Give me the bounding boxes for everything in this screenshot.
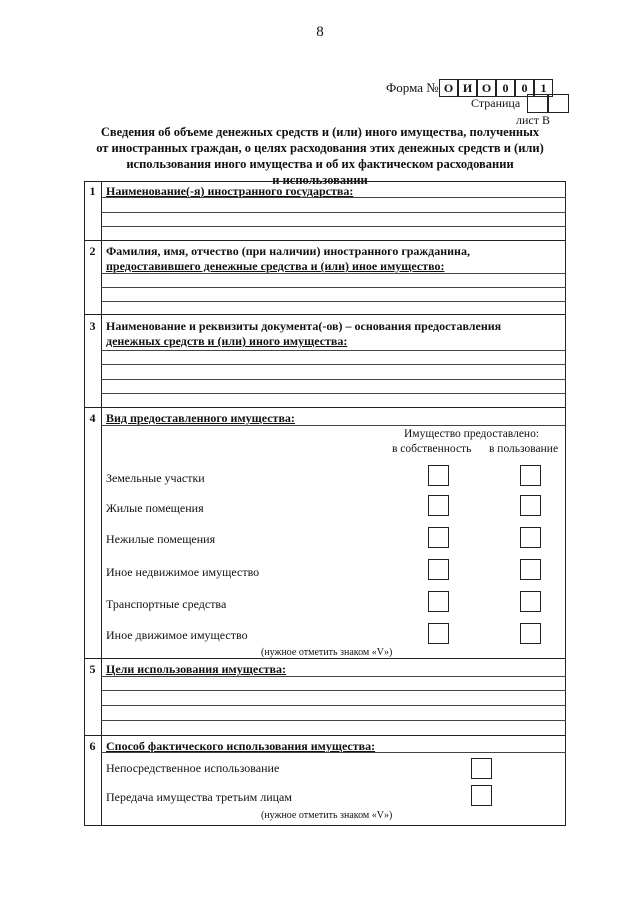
section-heading: Наименование и реквизиты документа(-ов) – основания предоставления денежных средств и (или) иного имущества: bbox=[106, 319, 502, 348]
page-number-box[interactable] bbox=[548, 94, 569, 113]
number-column-divider bbox=[101, 181, 102, 826]
section-number: 5 bbox=[89, 662, 96, 676]
ownership-checkbox[interactable] bbox=[428, 623, 449, 644]
document-title bbox=[70, 124, 570, 188]
page-number: 8 bbox=[316, 24, 324, 40]
section-number: 1 bbox=[89, 184, 96, 198]
usage-method-checkbox[interactable] bbox=[471, 785, 492, 806]
fill-line[interactable] bbox=[101, 273, 566, 274]
section-heading: Цели использования имущества: bbox=[106, 662, 287, 676]
provided-label: Имущество предоставлено: bbox=[404, 428, 540, 440]
form-code-cell: 0 bbox=[496, 79, 515, 97]
fill-line[interactable] bbox=[101, 676, 566, 677]
title-line: от иностранных граждан, о целях расходования этих денежных средств и (или) bbox=[96, 141, 544, 155]
ownership-checkbox[interactable] bbox=[428, 495, 449, 516]
sheet-label: лист В bbox=[516, 113, 550, 127]
column-ownership: в собственность bbox=[392, 443, 472, 455]
fill-line[interactable] bbox=[101, 720, 566, 721]
section-number: 3 bbox=[89, 319, 96, 333]
property-type-label: Иное недвижимое имущество bbox=[106, 565, 260, 579]
title-line: и использовании bbox=[272, 173, 368, 187]
property-type-label: Земельные участки bbox=[106, 471, 205, 485]
use-checkbox[interactable] bbox=[520, 495, 541, 516]
usage-method-checkbox[interactable] bbox=[471, 758, 492, 779]
heading-rule bbox=[101, 752, 566, 753]
use-checkbox[interactable] bbox=[520, 527, 541, 548]
fill-line[interactable] bbox=[101, 212, 566, 213]
section-number: 4 bbox=[89, 411, 96, 425]
form-number-label: Форма № bbox=[386, 80, 439, 95]
section-heading: Фамилия, имя, отчество (при наличии) иностранного гражданина, предоставившего денежные средства и (или) иное имущество: bbox=[106, 244, 470, 273]
usage-method-label: Непосредственное использование bbox=[106, 761, 280, 775]
fill-line[interactable] bbox=[101, 287, 566, 288]
column-use: в пользование bbox=[489, 443, 559, 455]
fill-line[interactable] bbox=[101, 350, 566, 351]
ownership-checkbox[interactable] bbox=[428, 527, 449, 548]
form-code-cell: 0 bbox=[515, 79, 534, 97]
property-type-label: Транспортные средства bbox=[106, 597, 227, 611]
section-heading: Способ фактического использования имущества: bbox=[106, 739, 376, 753]
fill-line[interactable] bbox=[101, 690, 566, 691]
section-heading: Вид предоставленного имущества: bbox=[106, 411, 295, 425]
fill-line[interactable] bbox=[101, 705, 566, 706]
form-code-cell: 1 bbox=[534, 79, 553, 97]
fill-line[interactable] bbox=[101, 364, 566, 365]
fill-line[interactable] bbox=[101, 197, 566, 198]
section-divider bbox=[84, 314, 566, 315]
property-type-label: Нежилые помещения bbox=[106, 532, 216, 546]
heading-rule bbox=[101, 425, 566, 426]
form-code-cell: О bbox=[439, 79, 458, 97]
fill-line[interactable] bbox=[101, 379, 566, 380]
section-divider bbox=[84, 240, 566, 241]
section-heading: Наименование(-я) иностранного государства: bbox=[106, 184, 354, 198]
property-type-label: Жилые помещения bbox=[106, 501, 204, 515]
page-number-box[interactable] bbox=[527, 94, 548, 113]
use-checkbox[interactable] bbox=[520, 559, 541, 580]
form-code-cell: И bbox=[458, 79, 477, 97]
ownership-checkbox[interactable] bbox=[428, 465, 449, 486]
section-number: 6 bbox=[89, 739, 96, 753]
fill-line[interactable] bbox=[101, 393, 566, 394]
section-divider bbox=[84, 658, 566, 659]
usage-method-label: Передача имущества третьим лицам bbox=[106, 790, 292, 804]
title-line: использования иного имущества и об их фактическом расходовании bbox=[126, 157, 514, 171]
mark-instruction: (нужное отметить знаком «V») bbox=[261, 647, 393, 658]
title-line: Сведения об объеме денежных средств и (или) иного имущества, полученных bbox=[100, 125, 540, 139]
mark-instruction: (нужное отметить знаком «V») bbox=[261, 810, 393, 821]
section-number: 2 bbox=[89, 244, 96, 258]
ownership-checkbox[interactable] bbox=[428, 591, 449, 612]
section-divider bbox=[84, 735, 566, 736]
fill-line[interactable] bbox=[101, 301, 566, 302]
use-checkbox[interactable] bbox=[520, 623, 541, 644]
fill-line[interactable] bbox=[101, 226, 566, 227]
property-type-label: Иное движимое имущество bbox=[106, 628, 248, 642]
use-checkbox[interactable] bbox=[520, 465, 541, 486]
section-divider bbox=[84, 407, 566, 408]
ownership-checkbox[interactable] bbox=[428, 559, 449, 580]
use-checkbox[interactable] bbox=[520, 591, 541, 612]
page-label: Страница bbox=[471, 96, 521, 110]
form-code-cell: О bbox=[477, 79, 496, 97]
